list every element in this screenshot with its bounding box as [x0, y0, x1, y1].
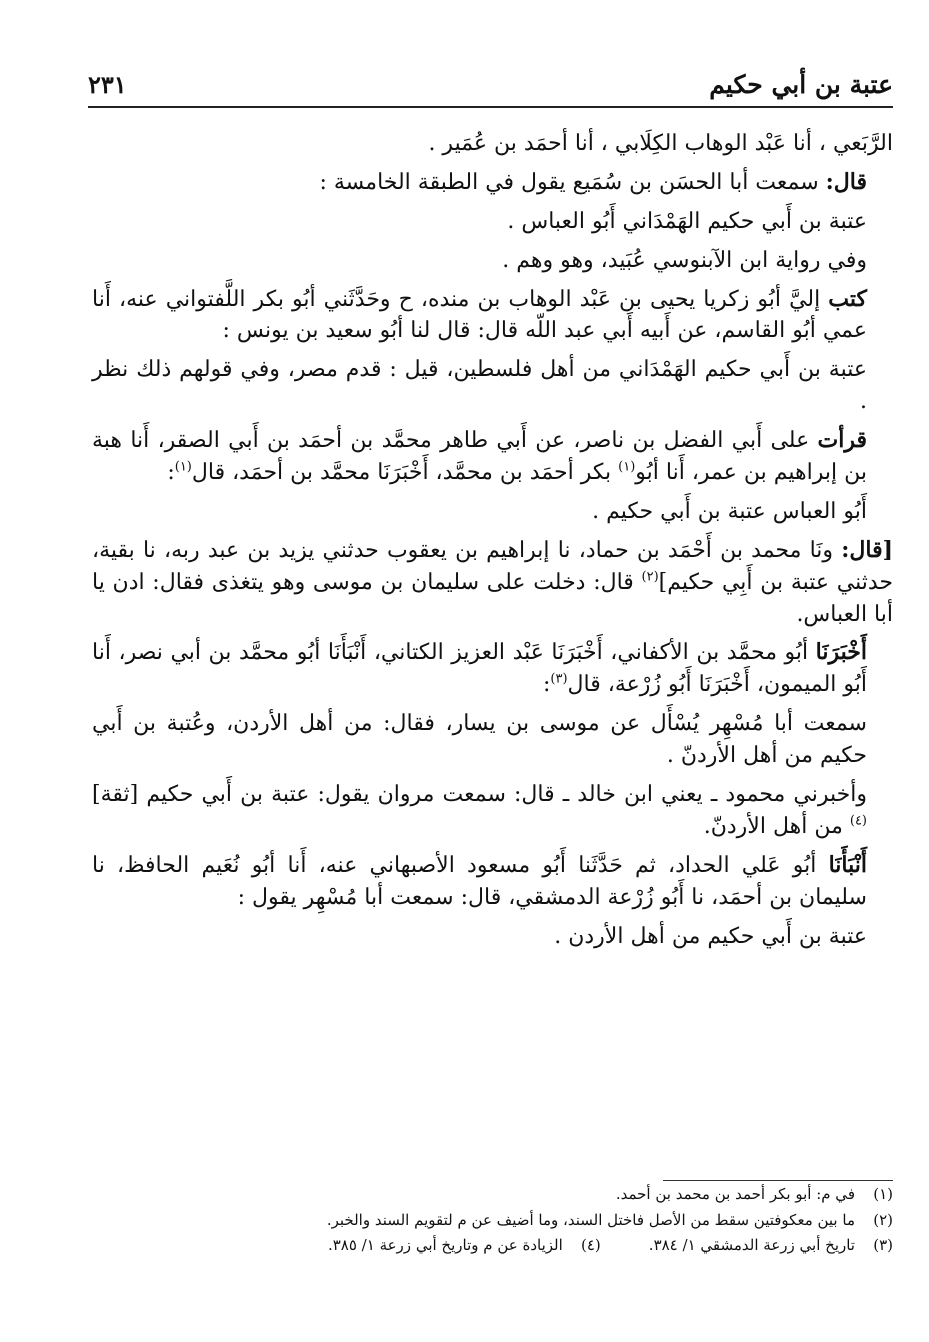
- paragraph-keyword: أَخْبَرَنَا: [815, 639, 867, 666]
- paragraph-text: وأخبرني محمود ـ يعني ابن خالد ـ قال: سمعت مروان يقول: عتبة بن أَبي حكيم [ثقة]: [92, 782, 867, 808]
- paragraph-text: إليَّ أبُو زكريا يحيى بن عَبْد الوهاب بن منده، ح وحَدَّثَني أبُو بكر اللَّفتواني عنه، أَنا عمي أبُو القاسم، عن أَبيه أَبي عبد اللّه قال: قال لنا أبُو سعيد بن يونس :: [92, 286, 867, 344]
- paragraph-text: عتبة بن أَبي حكيم من أهل الأردن .: [554, 923, 867, 949]
- paragraph: [92, 850, 893, 914]
- paragraph-text: سمعت أبا الحسَن بن سُمَيع يقول في الطبقة الخامسة :: [319, 169, 826, 195]
- paragraph: [92, 425, 893, 489]
- paragraph-text: عتبة بن أَبي حكيم الهَمْدَاني أَبُو العباس .: [507, 208, 867, 234]
- paragraph-text: سمعت أبا مُسْهِر يُسْأَل عن موسى بن يسار، فقال: من أهل الأردن، وعُتبة بن أَبي حكيم من أهل الأردنّ .: [92, 711, 867, 769]
- paragraph-text: أبُو عَلي الحداد، ثم حَدَّثَنا أَبُو مسعود الأصبهاني عنه، أَنا أبُو نُعَيم الحافظ، نا سليمان بن أحمَد، نا أَبُو زُرْعة الدمشقي، قال: سمعت أبا مُسْهِر يقول :: [92, 852, 867, 910]
- paragraph-keyword: كتب: [828, 285, 867, 312]
- footnote: [92, 1182, 893, 1208]
- paragraph: [92, 284, 893, 348]
- paragraph-keyword: قال:: [825, 168, 867, 195]
- footnote-number: (١): [873, 1185, 893, 1203]
- footnote-text: في م: أبو بكر أحمد بن محمد بن أحمد.: [615, 1185, 855, 1203]
- footnotes: [92, 1182, 893, 1259]
- paragraph-text: ونَا محمد بن أَحْمَد بن حماد، نا إبراهيم بن يعقوب حدثني يزيد بن عبد ربه، نا بقية، حدثني عتبة بن أَبِي حكيم]: [92, 537, 893, 595]
- paragraph: [92, 779, 893, 843]
- footnote: [92, 1208, 893, 1234]
- footnote-gap: [601, 1233, 649, 1259]
- paragraph-text: أبُو محمَّد بن الأكفاني، أَخْبَرَنَا عَبْد العزيز الكتاني، أَنْبَأَنَا أبُو محمَّد بن أبي نصر، أَنا أَبُو الميمون، أَخْبَرَنَا أَبُو زُرْعة، قال: [92, 640, 867, 698]
- paragraph-text: :: [167, 460, 175, 486]
- paragraph: [92, 167, 893, 199]
- paragraph: [92, 496, 893, 528]
- footnote-text: ما بين معكوفتين سقط من الأصل فاختل السند، وما أضيف عن م لتقويم السند والخبر.: [326, 1210, 855, 1229]
- paragraph-text: أَبُو العباس عتبة بن أَبي حكيم .: [592, 498, 867, 524]
- paragraph: [92, 637, 893, 701]
- paragraph-text: على أَبي الفضل بن ناصر، عن أَبي طاهر محمَّد بن أحمَد بن أَبي الصقر، أَنا هبة بن إبراهيم بن عمر، أَنا أبُو: [92, 428, 867, 486]
- footnote-number: (٤): [581, 1236, 601, 1254]
- paragraph: [92, 206, 893, 238]
- paragraph-text: وفي رواية ابن الآبنوسي عُبَيد، وهو وهم .: [502, 247, 867, 273]
- footnote-number: (٣): [873, 1236, 893, 1254]
- paragraph-text: الرَّبَعي ، أنا عَبْد الوهاب الكِلَابي ، أنا أحمَد بن عُمَير .: [428, 131, 893, 156]
- footnote-number: (٢): [873, 1210, 893, 1229]
- footnote-separator: [663, 1180, 893, 1181]
- footnote-ref: (١): [618, 459, 636, 475]
- footnote-text: الزيادة عن م وتاريخ أبي زرعة ١/ ٣٨٥.: [327, 1236, 563, 1254]
- paragraph: [92, 245, 893, 277]
- paragraph: [92, 354, 893, 418]
- paragraph-text: من أهل الأردنّ.: [703, 813, 850, 839]
- paragraph-keyword: قرأت: [817, 427, 867, 454]
- footnote-ref: (٢): [641, 569, 659, 585]
- footnote-ref: (١): [174, 459, 192, 475]
- main-text: [92, 128, 893, 959]
- paragraph: [92, 921, 893, 953]
- paragraph-text: قال: دخلت على سليمان بن موسى وهو يتغذى فقال: ادن يا أبا العباس.: [92, 569, 893, 627]
- footnote-ref: (٣): [550, 672, 568, 688]
- footnote-ref: (٤): [849, 813, 867, 829]
- page-number: ٢٣١: [88, 70, 127, 99]
- paragraph-text: بكر أحمَد بن محمَّد، أَخْبَرَنَا محمَّد بن أحمَد، قال: [191, 460, 619, 486]
- paragraph-text: عتبة بن أَبي حكيم الهَمْدَاني من أهل فلسطين، قيل : قدم مصر، وفي قولهم ذلك نظر .: [92, 357, 867, 415]
- paragraph-keyword: [قال:: [841, 536, 893, 563]
- paragraph: [92, 128, 893, 160]
- chapter-title: عتبة بن أبي حكيم: [709, 70, 893, 99]
- paragraph: [92, 708, 893, 772]
- paragraph-text: :: [542, 672, 551, 698]
- running-header: [88, 66, 893, 108]
- footnote-text: تاريخ أبي زرعة الدمشقي ١/ ٣٨٤.: [648, 1236, 855, 1254]
- footnote: [92, 1233, 893, 1259]
- paragraph: [92, 535, 893, 631]
- paragraph-keyword: أَنْبَأَنَا: [828, 851, 867, 878]
